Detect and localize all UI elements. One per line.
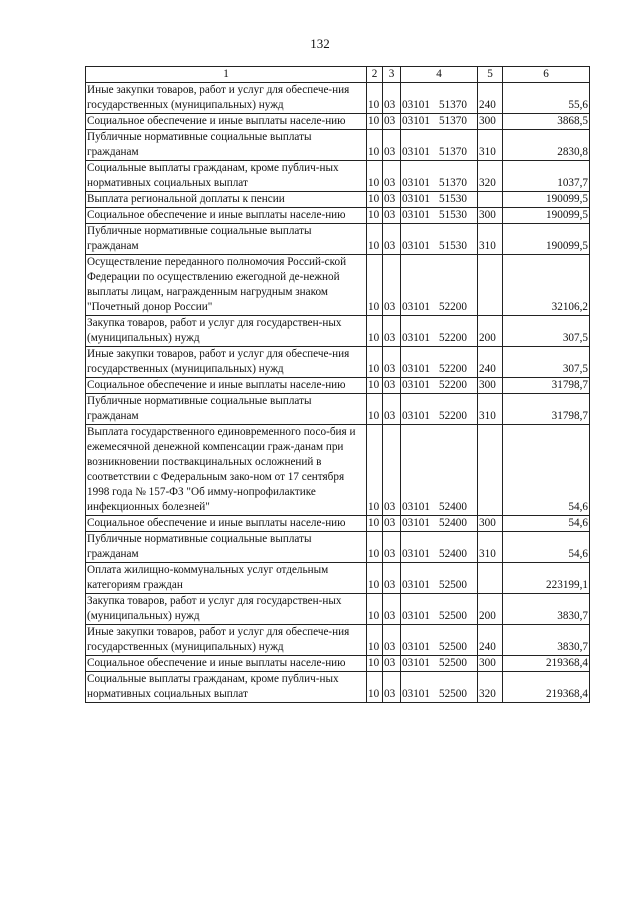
row-target-article bbox=[401, 192, 478, 208]
row-name: Публичные нормативные социальные выплаты гражданам bbox=[86, 224, 367, 255]
row-sum: 54,6 bbox=[503, 516, 590, 532]
header-cell-section: 2 bbox=[367, 67, 383, 83]
row-sum: 2830,8 bbox=[503, 130, 590, 161]
table-row bbox=[86, 656, 590, 672]
row-expense-type: 310 bbox=[478, 130, 503, 161]
target-article-direction: 52400 bbox=[438, 501, 467, 513]
table-row bbox=[86, 130, 590, 161]
row-target-article bbox=[401, 563, 478, 594]
row-expense-type: 320 bbox=[478, 672, 503, 703]
row-subsection: 03 bbox=[383, 161, 401, 192]
row-expense-type: 300 bbox=[478, 516, 503, 532]
target-article-program: 03101 bbox=[402, 579, 430, 591]
row-section: 10 bbox=[367, 161, 383, 192]
row-expense-type: 240 bbox=[478, 625, 503, 656]
row-expense-type: 310 bbox=[478, 394, 503, 425]
target-article-program: 03101 bbox=[402, 641, 430, 653]
target-article-program: 03101 bbox=[402, 193, 430, 205]
row-subsection: 03 bbox=[383, 378, 401, 394]
header-cell-subsection: 3 bbox=[383, 67, 401, 83]
row-name: Иные закупки товаров, работ и услуг для обеспече-ния государственных (муниципальных) нужд bbox=[86, 625, 367, 656]
row-expense-type bbox=[478, 255, 503, 316]
row-name: Социальное обеспечение и иные выплаты населе-нию bbox=[86, 378, 367, 394]
row-section: 10 bbox=[367, 130, 383, 161]
target-article-program: 03101 bbox=[402, 99, 430, 111]
row-name: Социальные выплаты гражданам, кроме публич-ных нормативных социальных выплат bbox=[86, 161, 367, 192]
row-expense-type: 240 bbox=[478, 83, 503, 114]
target-article-direction: 51370 bbox=[438, 115, 467, 127]
row-expense-type: 310 bbox=[478, 224, 503, 255]
target-article-program: 03101 bbox=[402, 517, 430, 529]
target-article-direction: 52500 bbox=[438, 688, 467, 700]
row-name: Публичные нормативные социальные выплаты гражданам bbox=[86, 130, 367, 161]
table-row bbox=[86, 425, 590, 516]
target-article-program: 03101 bbox=[402, 379, 430, 391]
table-body bbox=[86, 83, 590, 703]
row-section: 10 bbox=[367, 192, 383, 208]
table-row bbox=[86, 192, 590, 208]
row-target-article bbox=[401, 672, 478, 703]
row-target-article bbox=[401, 625, 478, 656]
row-target-article bbox=[401, 316, 478, 347]
row-sum: 3830,7 bbox=[503, 594, 590, 625]
row-expense-type bbox=[478, 425, 503, 516]
row-section: 10 bbox=[367, 83, 383, 114]
target-article-program: 03101 bbox=[402, 177, 430, 189]
row-expense-type: 300 bbox=[478, 208, 503, 224]
row-section: 10 bbox=[367, 394, 383, 425]
row-subsection: 03 bbox=[383, 425, 401, 516]
row-subsection: 03 bbox=[383, 563, 401, 594]
row-sum: 3868,5 bbox=[503, 114, 590, 130]
header-cell-target-article: 4 bbox=[401, 67, 478, 83]
row-section: 10 bbox=[367, 656, 383, 672]
row-section: 10 bbox=[367, 672, 383, 703]
row-section: 10 bbox=[367, 625, 383, 656]
row-section: 10 bbox=[367, 378, 383, 394]
target-article-program: 03101 bbox=[402, 301, 430, 313]
table-row bbox=[86, 672, 590, 703]
row-target-article bbox=[401, 83, 478, 114]
row-sum: 219368,4 bbox=[503, 672, 590, 703]
row-subsection: 03 bbox=[383, 130, 401, 161]
row-target-article bbox=[401, 516, 478, 532]
row-name: Социальное обеспечение и иные выплаты населе-нию bbox=[86, 516, 367, 532]
row-section: 10 bbox=[367, 224, 383, 255]
target-article-direction: 52200 bbox=[438, 379, 467, 391]
row-subsection: 03 bbox=[383, 208, 401, 224]
row-section: 10 bbox=[367, 316, 383, 347]
row-target-article bbox=[401, 255, 478, 316]
table-row bbox=[86, 563, 590, 594]
table-row bbox=[86, 532, 590, 563]
table-row bbox=[86, 83, 590, 114]
row-sum: 1037,7 bbox=[503, 161, 590, 192]
row-name: Социальные выплаты гражданам, кроме публич-ных нормативных социальных выплат bbox=[86, 672, 367, 703]
row-subsection: 03 bbox=[383, 516, 401, 532]
row-sum: 3830,7 bbox=[503, 625, 590, 656]
row-sum: 31798,7 bbox=[503, 394, 590, 425]
row-subsection: 03 bbox=[383, 83, 401, 114]
table-row bbox=[86, 378, 590, 394]
row-sum: 54,6 bbox=[503, 532, 590, 563]
target-article-direction: 52500 bbox=[438, 641, 467, 653]
row-sum: 307,5 bbox=[503, 347, 590, 378]
row-expense-type: 300 bbox=[478, 114, 503, 130]
row-subsection: 03 bbox=[383, 316, 401, 347]
row-expense-type: 300 bbox=[478, 656, 503, 672]
row-sum: 219368,4 bbox=[503, 656, 590, 672]
target-article-direction: 51370 bbox=[438, 146, 467, 158]
row-target-article bbox=[401, 394, 478, 425]
target-article-direction: 51530 bbox=[438, 240, 467, 252]
target-article-direction: 52200 bbox=[438, 410, 467, 422]
target-article-program: 03101 bbox=[402, 115, 430, 127]
row-target-article bbox=[401, 130, 478, 161]
row-subsection: 03 bbox=[383, 224, 401, 255]
row-subsection: 03 bbox=[383, 394, 401, 425]
row-subsection: 03 bbox=[383, 114, 401, 130]
target-article-program: 03101 bbox=[402, 332, 430, 344]
target-article-program: 03101 bbox=[402, 240, 430, 252]
row-target-article bbox=[401, 656, 478, 672]
target-article-program: 03101 bbox=[402, 146, 430, 158]
row-subsection: 03 bbox=[383, 672, 401, 703]
row-subsection: 03 bbox=[383, 255, 401, 316]
table-row bbox=[86, 255, 590, 316]
table-row bbox=[86, 594, 590, 625]
row-target-article bbox=[401, 425, 478, 516]
row-target-article bbox=[401, 208, 478, 224]
target-article-direction: 52500 bbox=[438, 610, 467, 622]
header-row bbox=[86, 67, 590, 83]
row-subsection: 03 bbox=[383, 625, 401, 656]
budget-table bbox=[85, 66, 590, 703]
target-article-direction: 51370 bbox=[438, 177, 467, 189]
row-section: 10 bbox=[367, 563, 383, 594]
table-row bbox=[86, 347, 590, 378]
row-section: 10 bbox=[367, 594, 383, 625]
target-article-direction: 51530 bbox=[438, 209, 467, 221]
row-name: Социальное обеспечение и иные выплаты населе-нию bbox=[86, 208, 367, 224]
target-article-direction: 52200 bbox=[438, 363, 467, 375]
row-sum: 54,6 bbox=[503, 425, 590, 516]
header-cell-expense-type: 5 bbox=[478, 67, 503, 83]
row-name: Иные закупки товаров, работ и услуг для обеспече-ния государственных (муниципальных) нужд bbox=[86, 83, 367, 114]
row-sum: 307,5 bbox=[503, 316, 590, 347]
target-article-program: 03101 bbox=[402, 410, 430, 422]
row-target-article bbox=[401, 161, 478, 192]
table-row bbox=[86, 224, 590, 255]
row-section: 10 bbox=[367, 208, 383, 224]
row-name: Социальное обеспечение и иные выплаты населе-нию bbox=[86, 114, 367, 130]
row-section: 10 bbox=[367, 255, 383, 316]
table-row bbox=[86, 516, 590, 532]
row-sum: 190099,5 bbox=[503, 208, 590, 224]
row-expense-type: 300 bbox=[478, 378, 503, 394]
target-article-direction: 52400 bbox=[438, 548, 467, 560]
row-name: Оплата жилищно-коммунальных услуг отдельным категориям граждан bbox=[86, 563, 367, 594]
row-expense-type: 200 bbox=[478, 594, 503, 625]
row-section: 10 bbox=[367, 532, 383, 563]
row-name: Публичные нормативные социальные выплаты гражданам bbox=[86, 394, 367, 425]
row-name: Иные закупки товаров, работ и услуг для обеспече-ния государственных (муниципальных) нужд bbox=[86, 347, 367, 378]
row-name: Выплата государственного единовременного посо-бия и ежемесячной денежной компенсации граж-данам при возникновении поствакцинальных осложнений в соответствии с Федеральным зако-ном от 17 сентября 1998 года № 157-ФЗ "Об имму-нопрофилактике инфекционных болезней" bbox=[86, 425, 367, 516]
row-sum: 190099,5 bbox=[503, 192, 590, 208]
header-cell-name: 1 bbox=[86, 67, 367, 83]
target-article-program: 03101 bbox=[402, 209, 430, 221]
target-article-program: 03101 bbox=[402, 363, 430, 375]
target-article-direction: 52200 bbox=[438, 332, 467, 344]
target-article-program: 03101 bbox=[402, 610, 430, 622]
row-subsection: 03 bbox=[383, 532, 401, 563]
target-article-program: 03101 bbox=[402, 501, 430, 513]
table-row bbox=[86, 625, 590, 656]
row-name: Закупка товаров, работ и услуг для государствен-ных (муниципальных) нужд bbox=[86, 316, 367, 347]
row-target-article bbox=[401, 532, 478, 563]
target-article-program: 03101 bbox=[402, 548, 430, 560]
row-sum: 32106,2 bbox=[503, 255, 590, 316]
row-subsection: 03 bbox=[383, 594, 401, 625]
row-section: 10 bbox=[367, 347, 383, 378]
table-row bbox=[86, 316, 590, 347]
header-cell-sum: 6 bbox=[503, 67, 590, 83]
target-article-direction: 51530 bbox=[438, 193, 467, 205]
target-article-direction: 52500 bbox=[438, 657, 467, 669]
row-name: Выплата региональной доплаты к пенсии bbox=[86, 192, 367, 208]
row-target-article bbox=[401, 594, 478, 625]
row-sum: 31798,7 bbox=[503, 378, 590, 394]
row-target-article bbox=[401, 347, 478, 378]
row-name: Осуществление переданного полномочия Россий-ской Федерации по осуществлению ежегодной де-нежной выплаты лицам, награжденным нагрудным знаком "Почетный донор России" bbox=[86, 255, 367, 316]
row-sum: 223199,1 bbox=[503, 563, 590, 594]
target-article-direction: 51370 bbox=[438, 99, 467, 111]
page-number: 132 bbox=[310, 36, 330, 51]
row-expense-type bbox=[478, 563, 503, 594]
row-section: 10 bbox=[367, 114, 383, 130]
row-target-article bbox=[401, 378, 478, 394]
row-section: 10 bbox=[367, 516, 383, 532]
row-subsection: 03 bbox=[383, 192, 401, 208]
target-article-direction: 52500 bbox=[438, 579, 467, 591]
target-article-direction: 52400 bbox=[438, 517, 467, 529]
row-subsection: 03 bbox=[383, 347, 401, 378]
row-sum: 55,6 bbox=[503, 83, 590, 114]
row-name: Социальное обеспечение и иные выплаты населе-нию bbox=[86, 656, 367, 672]
table-row bbox=[86, 394, 590, 425]
row-sum: 190099,5 bbox=[503, 224, 590, 255]
row-section: 10 bbox=[367, 425, 383, 516]
row-expense-type: 310 bbox=[478, 532, 503, 563]
row-expense-type: 240 bbox=[478, 347, 503, 378]
table-row bbox=[86, 114, 590, 130]
row-target-article bbox=[401, 224, 478, 255]
target-article-program: 03101 bbox=[402, 688, 430, 700]
row-name: Закупка товаров, работ и услуг для государствен-ных (муниципальных) нужд bbox=[86, 594, 367, 625]
table-row bbox=[86, 208, 590, 224]
table-row bbox=[86, 161, 590, 192]
row-name: Публичные нормативные социальные выплаты гражданам bbox=[86, 532, 367, 563]
row-subsection: 03 bbox=[383, 656, 401, 672]
row-target-article bbox=[401, 114, 478, 130]
target-article-direction: 52200 bbox=[438, 301, 467, 313]
target-article-program: 03101 bbox=[402, 657, 430, 669]
row-expense-type: 320 bbox=[478, 161, 503, 192]
row-expense-type: 200 bbox=[478, 316, 503, 347]
row-expense-type bbox=[478, 192, 503, 208]
